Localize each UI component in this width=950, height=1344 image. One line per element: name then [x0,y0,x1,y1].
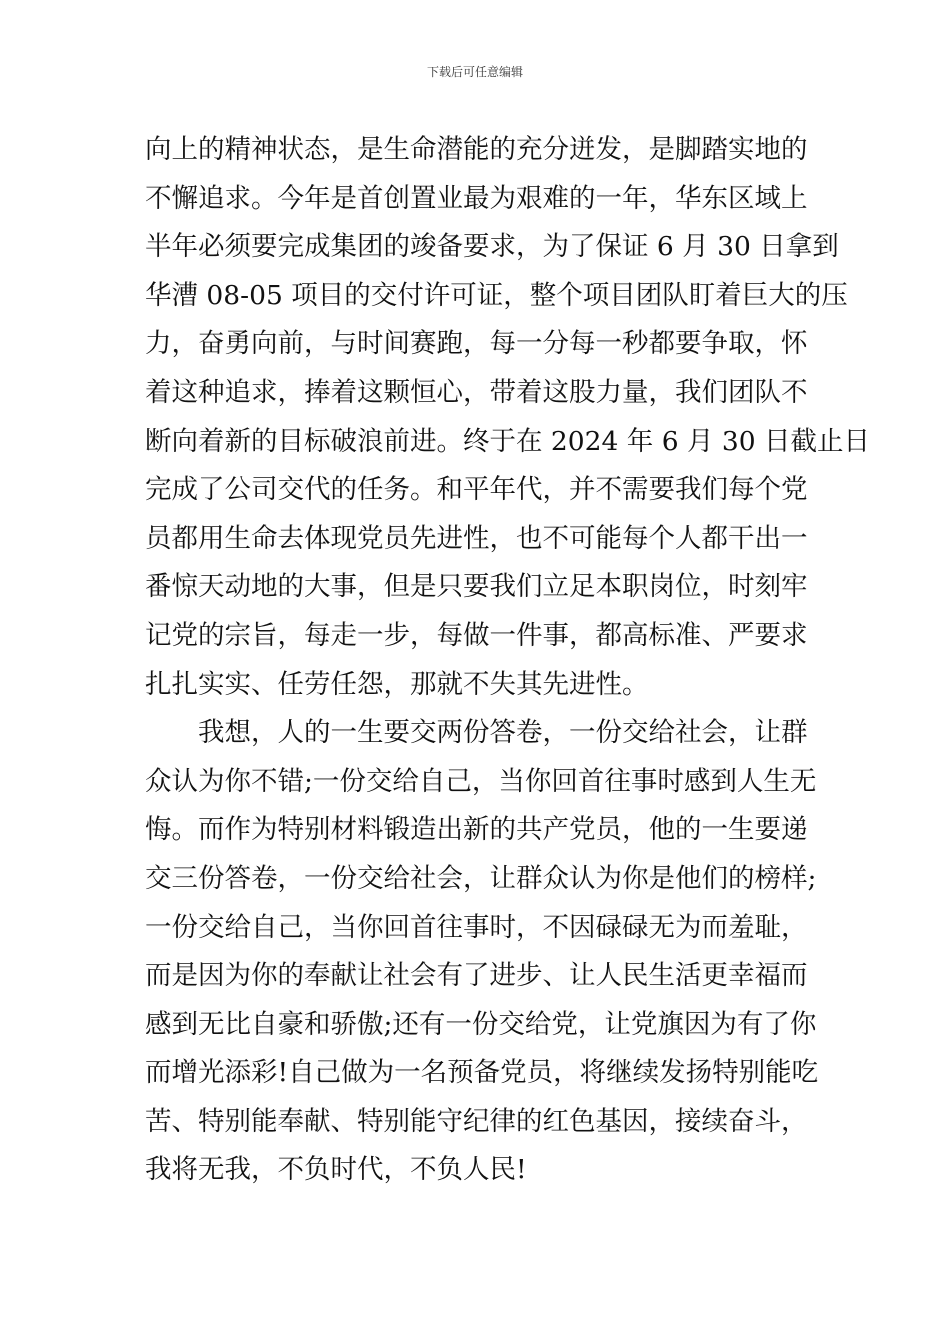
text-line: 员都用生命去体现党员先进性，也不可能每个人都干出一 [145,522,808,554]
text-line: 而增光添彩!自己做为一名预备党员，将继续发扬特别能吃 [145,1057,819,1089]
text-line: 众认为你不错;一份交给自己，当你回首往事时感到人生无 [145,765,817,797]
text-line: 我将无我，不负时代，不负人民! [145,1154,527,1186]
header-note: 下载后可任意编辑 [426,65,523,79]
text-line: 力，奋勇向前，与时间赛跑，每一分每一秒都要争取，怀 [145,328,808,360]
text-line: 番惊天动地的大事，但是只要我们立足本职岗位，时刻牢 [145,571,808,603]
text-line: 不懈追求。今年是首创置业最为艰难的一年，华东区域上 [145,182,808,214]
text-line: 完成了公司交代的任务。和平年代，并不需要我们每个党 [145,474,808,506]
text-line: 而是因为你的奉献让社会有了进步、让人民生活更幸福而 [145,960,808,992]
text-line: 苦、特别能奉献、特别能守纪律的红色基因，接续奋斗， [145,1105,808,1137]
text-line: 悔。而作为特别材料锻造出新的共产党员，他的一生要递 [145,814,808,846]
text-line: 着这种追求，捧着这颗恒心，带着这股力量，我们团队不 [145,376,808,408]
text-line: 我想，人的一生要交两份答卷，一份交给社会，让群 [198,717,808,749]
text-line: 扎扎实实、任劳任怨，那就不失其先进性。 [145,668,649,700]
text-line: 半年必须要完成集团的竣备要求，为了保证 6 月 30 日拿到 [145,231,839,263]
text-line: 向上的精神状态，是生命潜能的充分迸发，是脚踏实地的 [145,134,808,165]
text-line: 感到无比自豪和骄傲;还有一份交给党，让党旗因为有了你 [145,1008,817,1040]
paragraph-2 [145,709,819,1195]
text-line: 华漕 08-05 项目的交付许可证，整个项目团队盯着巨大的压 [145,279,848,311]
paragraph-1 [145,126,871,709]
text-line: 断向着新的目标破浪前进。终于在 2024 年 6 月 30 日截止日 [145,425,871,457]
text-line: 记党的宗旨，每走一步，每做一件事，都高标准、严要求 [145,619,808,651]
text-line: 交三份答卷，一份交给社会，让群众认为你是他们的榜样; [145,862,817,894]
text-line: 一份交给自己，当你回首往事时，不因碌碌无为而羞耻， [145,911,808,943]
body-text [145,126,871,1195]
